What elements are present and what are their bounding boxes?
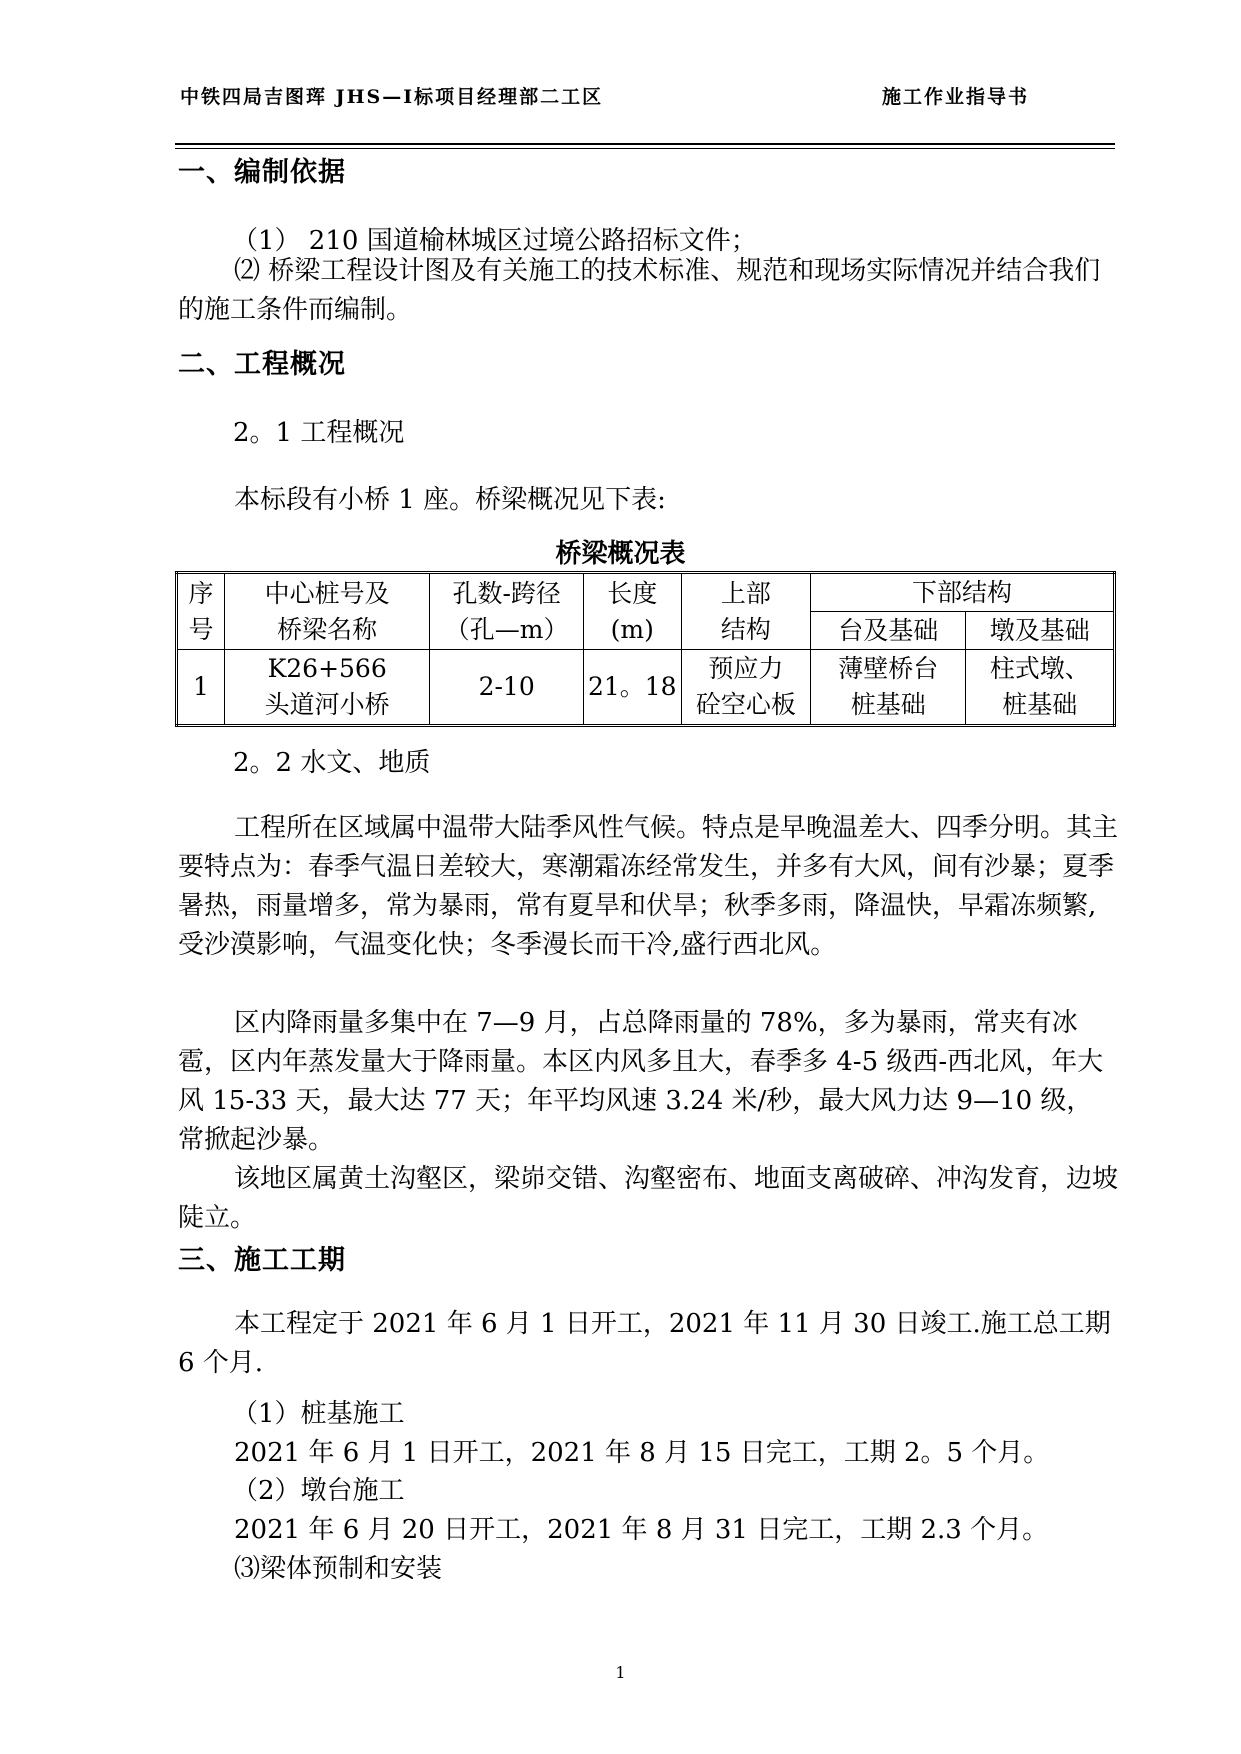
header-cell-pier: 墩及基础	[966, 612, 1115, 650]
header-rule-thin	[175, 148, 1115, 149]
basis-item-1: （1） 210 国道榆林城区过境公路招标文件；	[232, 226, 757, 256]
section-3-heading: 三、施工工期	[178, 1245, 346, 1276]
section-1-heading: 一、编制依据	[178, 157, 346, 188]
page-header-left: 中铁四局吉图珲 JHS—Ⅰ标项目经理部二工区	[180, 86, 604, 108]
cell-superstructure: 预应力 砼空心板	[681, 650, 810, 726]
schedule-item-3-title: ⑶梁体预制和安装	[234, 1554, 443, 1584]
basis-item-2: ⑵ 桥梁工程设计图及有关施工的技术标准、规范和现场实际情况并结合我们的施工条件而编制。	[178, 256, 1101, 325]
rainfall-paragraph: 区内降雨量多集中在 7—9 月，占总降雨量的 78%，多为暴雨，常夹有冰雹，区内年蒸发量大于降雨量。本区内风多且大，春季多 4-5 级西-西北风，年大风 15-33 天，最大达 77 天；年平均风速 3.24 米/秒，最大风力达 9—10 级，常掀起沙暴。	[178, 1008, 1104, 1155]
header-cell-substructure: 下部结构	[811, 573, 1115, 612]
page-header-right: 施工作业指导书	[882, 86, 1030, 108]
cell-abutment: 薄壁桥台 桩基础	[811, 650, 966, 726]
section-2-heading: 二、工程概况	[178, 349, 346, 380]
cell-name: K26+566 头道河小桥	[224, 650, 430, 726]
subsection-2-2: 2。2 水文、地质	[233, 748, 431, 778]
table-header-row	[177, 573, 1115, 612]
schedule-item-1-title: （1）桩基施工	[232, 1399, 405, 1429]
header-cell-span: 孔数-跨径 （孔—m）	[430, 573, 583, 650]
header-rule	[175, 143, 1115, 145]
geology-paragraph: 该地区属黄土沟壑区，梁峁交错、沟壑密布、地面支离破碎、冲沟发育，边坡陡立。	[178, 1164, 1119, 1233]
header-cell-abutment: 台及基础	[811, 612, 966, 650]
schedule-paragraph: 本工程定于 2021 年 6 月 1 日开工，2021 年 11 月 30 日竣工.施工总工期 6 个月.	[178, 1309, 1111, 1378]
subsection-2-1: 2。1 工程概况	[233, 418, 405, 448]
page-number: 1	[615, 1663, 626, 1682]
table-intro: 本标段有小桥 1 座。桥梁概况见下表:	[234, 485, 666, 515]
cell-length: 21。18	[583, 650, 681, 726]
schedule-item-2-title: （2）墩台施工	[232, 1476, 405, 1506]
climate-paragraph: 工程所在区域属中温带大陆季风性气候。特点是早晚温差大、四季分明。其主要特点为：春季气温日差较大，寒潮霜冻经常发生，并多有大风，间有沙暴；夏季暑热，雨量增多，常为暴雨，常有夏旱和伏旱；秋季多雨，降温快，早霜冻频繁,受沙漠影响，气温变化快；冬季漫长而干冷,盛行西北风。	[178, 813, 1119, 960]
schedule-item-1-detail: 2021 年 6 月 1 日开工，2021 年 8 月 15 日完工，工期 2。5 个月。	[234, 1438, 1050, 1468]
bridge-overview-table	[175, 571, 1116, 727]
schedule-item-2-detail: 2021 年 6 月 20 日开工，2021 年 8 月 31 日完工，工期 2.3 个月。	[234, 1515, 1049, 1545]
cell-seq: 1	[177, 650, 225, 726]
table-row	[177, 650, 1115, 726]
cell-pier: 柱式墩、 桩基础	[966, 650, 1115, 726]
header-cell-superstructure: 上部 结构	[681, 573, 810, 650]
header-cell-seq: 序 号	[177, 573, 225, 650]
header-cell-name: 中心桩号及 桥梁名称	[224, 573, 430, 650]
table-caption: 桥梁概况表	[555, 539, 686, 569]
header-cell-length: 长度 (m)	[583, 573, 681, 650]
cell-span: 2-10	[430, 650, 583, 726]
